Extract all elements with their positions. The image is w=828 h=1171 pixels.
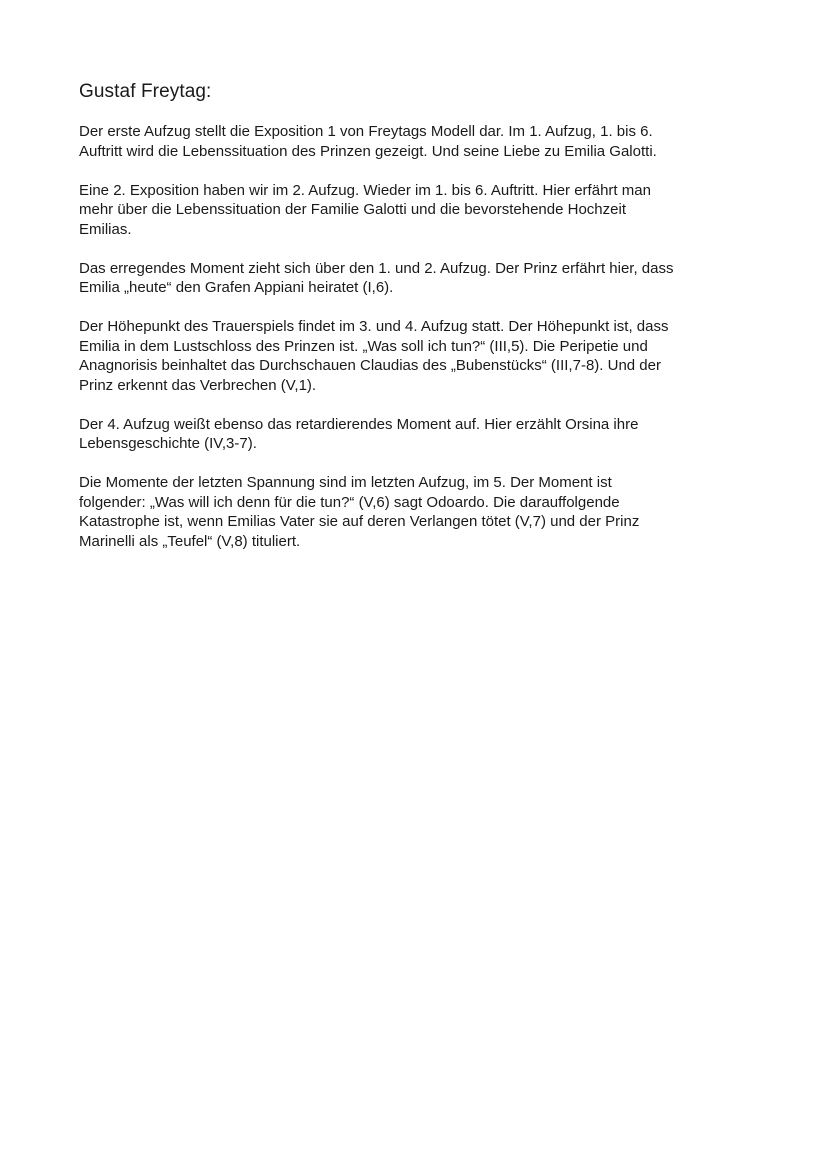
text-line: Anagnorisis beinhaltet das Durchschauen Claudias des „Bubenstücks“ (III,7-8). Und der	[79, 357, 661, 374]
document-title: Gustaf Freytag:	[79, 81, 212, 102]
text-line: Emilias.	[79, 220, 132, 238]
paragraph-hoehepunkt	[79, 317, 749, 395]
document-content	[79, 81, 749, 571]
paragraph-exposition-1	[79, 122, 749, 161]
text-line: Der 4. Aufzug weißt ebenso das retardierendes Moment auf. Hier erzählt Orsina ihre	[79, 415, 639, 433]
paragraph-exposition-2	[79, 181, 749, 240]
text-line: Katastrophe ist, wenn Emilias Vater sie auf deren Verlangen tötet (V,7) und der Prinz	[79, 513, 640, 530]
paragraph-letzte-spannung	[79, 473, 749, 551]
text-line: Die Momente der letzten Spannung sind im letzten Aufzug, im 5. Der Moment ist	[79, 474, 612, 491]
paragraph-erregendes-moment	[79, 259, 749, 298]
paragraph-retardierendes-moment	[79, 415, 749, 454]
text-line: Marinelli als „Teufel“ (V,8) tituliert.	[79, 532, 301, 550]
text-line: Der erste Aufzug stellt die Exposition 1 von Freytags Modell dar. Im 1. Aufzug, 1. bis 6.	[79, 123, 653, 140]
text-line: Der Höhepunkt des Trauerspiels findet im 3. und 4. Aufzug statt. Der Höhepunkt ist, dass	[79, 318, 669, 335]
text-line: folgender: „Was will ich denn für die tun?“ (V,6) sagt Odoardo. Die darauffolgende	[79, 493, 620, 511]
text-line: Emilia „heute“ den Grafen Appiani heiratet (I,6).	[79, 279, 394, 296]
text-line: Prinz erkennt das Verbrechen (V,1).	[79, 376, 317, 394]
text-line: Auftritt wird die Lebenssituation des Prinzen gezeigt. Und seine Liebe zu Emilia Galotti.	[79, 142, 657, 160]
text-line: mehr über die Lebenssituation der Familie Galotti und die bevorstehende Hochzeit	[79, 201, 626, 218]
text-line: Eine 2. Exposition haben wir im 2. Aufzug. Wieder im 1. bis 6. Auftritt. Hier erfährt man	[79, 181, 651, 199]
text-line: Emilia in dem Lustschloss des Prinzen ist. „Was soll ich tun?“ (III,5). Die Peripetie und	[79, 337, 648, 355]
text-line: Das erregendes Moment zieht sich über den 1. und 2. Aufzug. Der Prinz erfährt hier, dass	[79, 259, 674, 277]
text-line: Lebensgeschichte (IV,3-7).	[79, 435, 257, 452]
